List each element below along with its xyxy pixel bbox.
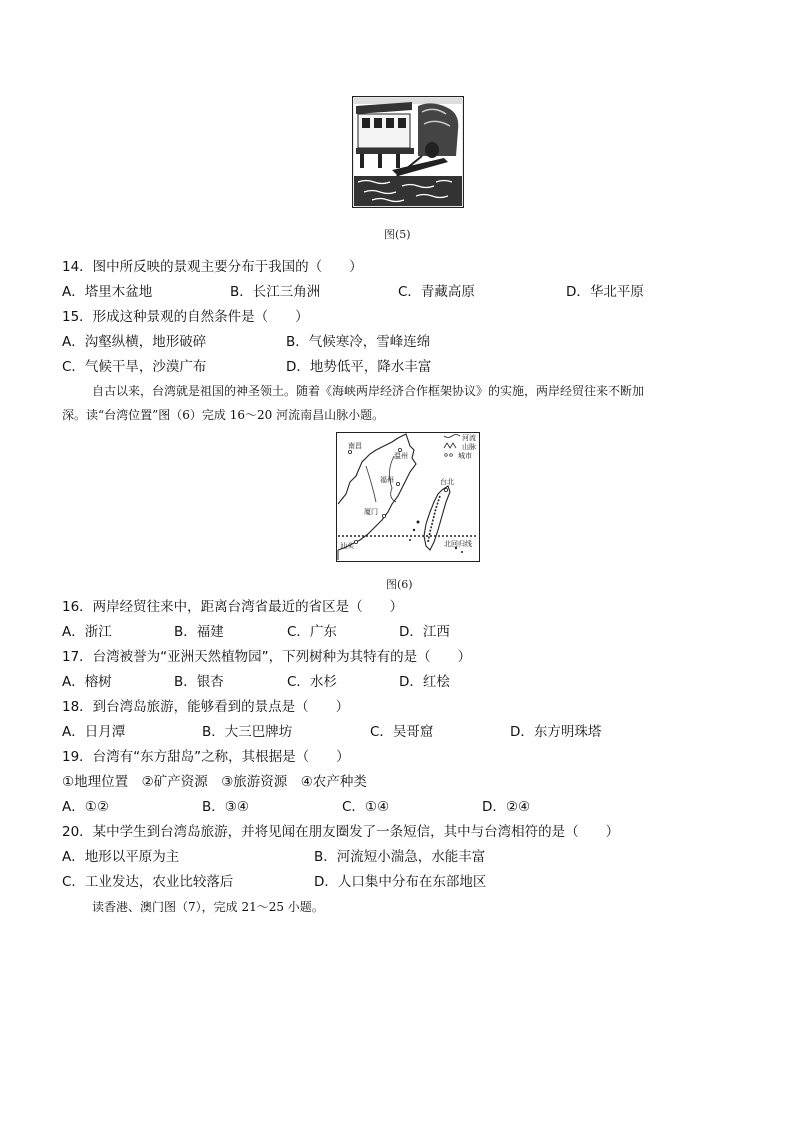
option-c[interactable]: C．水杉 (287, 674, 337, 690)
figure-6-caption: 图(6) (386, 578, 413, 591)
option-b[interactable]: B．银杏 (174, 674, 224, 690)
option-b[interactable]: B．河流短小湍急，水能丰富 (314, 849, 486, 865)
question-19-stem: 19．台湾有“东方甜岛”之称，其根据是（ ） (62, 749, 350, 765)
option-d[interactable]: D．东方明珠塔 (510, 724, 602, 740)
option-c[interactable]: C．吴哥窟 (370, 724, 434, 740)
option-c[interactable]: C．青藏高原 (398, 284, 475, 300)
question-14-stem: 14．图中所反映的景观主要分布于我国的（ ） (62, 259, 363, 275)
option-c[interactable]: C．广东 (287, 624, 337, 640)
passage-hongkong-macau: 读香港、澳门图（7），完成 21～25 小题。 (92, 900, 324, 914)
legend-river: 河流 (462, 434, 476, 442)
question-20-stem: 20．某中学生到台湾岛旅游，并将见闻在朋友圈发了一条短信，其中与台湾相符的是（ ） (62, 824, 620, 840)
option-a[interactable]: A．榕树 (62, 674, 112, 690)
label-nanchang: 南昌 (348, 442, 362, 450)
option-d[interactable]: D．人口集中分布在东部地区 (314, 874, 487, 890)
option-a[interactable]: A．沟壑纵横，地形破碎 (62, 334, 207, 350)
question-15-stem: 15．形成这种景观的自然条件是（ ） (62, 309, 309, 325)
legend-city: 城市 (458, 452, 472, 460)
option-c[interactable]: C．①④ (342, 799, 390, 815)
label-taibei: 台北 (440, 478, 454, 486)
option-d[interactable]: D．江西 (399, 624, 450, 640)
option-a[interactable]: A．①② (62, 799, 109, 815)
option-c[interactable]: C．工业发达，农业比较落后 (62, 874, 234, 890)
question-19-items: ①地理位置 ②矿产资源 ③旅游资源 ④农产种类 (62, 774, 367, 790)
figure-5-caption: 图(5) (384, 228, 411, 241)
option-b[interactable]: B．气候寒冷，雪峰连绵 (286, 334, 431, 350)
taiwan-location-map (336, 432, 480, 562)
option-b[interactable]: B．长江三角洲 (230, 284, 321, 300)
label-xiamen: 厦门 (364, 508, 378, 516)
option-d[interactable]: D．红桧 (399, 674, 450, 690)
option-d[interactable]: D．地势低平，降水丰富 (286, 359, 432, 375)
option-a[interactable]: A．日月潭 (62, 724, 126, 740)
option-c[interactable]: C．气候干旱，沙漠广布 (62, 359, 207, 375)
label-wenzhou: 温州 (394, 452, 408, 460)
passage-taiwan-line2: 深。读“台湾位置”图（6）完成 16～20 河流南昌山脉小题。 (62, 408, 385, 422)
option-d[interactable]: D．华北平原 (566, 284, 644, 300)
option-a[interactable]: A．地形以平原为主 (62, 849, 180, 865)
label-fuzhou: 福州 (380, 476, 394, 484)
question-17-stem: 17．台湾被誉为“亚洲天然植物园”，下列树种为其特有的是（ ） (62, 649, 472, 665)
label-shantou: 汕头 (340, 542, 354, 550)
label-tropic-of-cancer: 北回归线 (444, 540, 472, 548)
question-16-stem: 16．两岸经贸往来中，距离台湾省最近的省区是（ ） (62, 599, 404, 615)
legend-mountain: 山脉 (462, 443, 476, 451)
option-b[interactable]: B．福建 (174, 624, 224, 640)
option-b[interactable]: B．大三巴牌坊 (202, 724, 293, 740)
option-d[interactable]: D．②④ (482, 799, 531, 815)
question-18-stem: 18．到台湾岛旅游，能够看到的景点是（ ） (62, 699, 350, 715)
option-a[interactable]: A．浙江 (62, 624, 112, 640)
option-b[interactable]: B．③④ (202, 799, 249, 815)
option-a[interactable]: A．塔里木盆地 (62, 284, 153, 300)
figure-6-map (336, 432, 480, 562)
figure-5-image (352, 96, 464, 208)
passage-taiwan-line1: 自古以来，台湾就是祖国的神圣领土。随着《海峡两岸经济合作框架协议》的实施，两岸经贸往来不断加 (92, 384, 645, 398)
water-town-illustration (352, 96, 464, 208)
